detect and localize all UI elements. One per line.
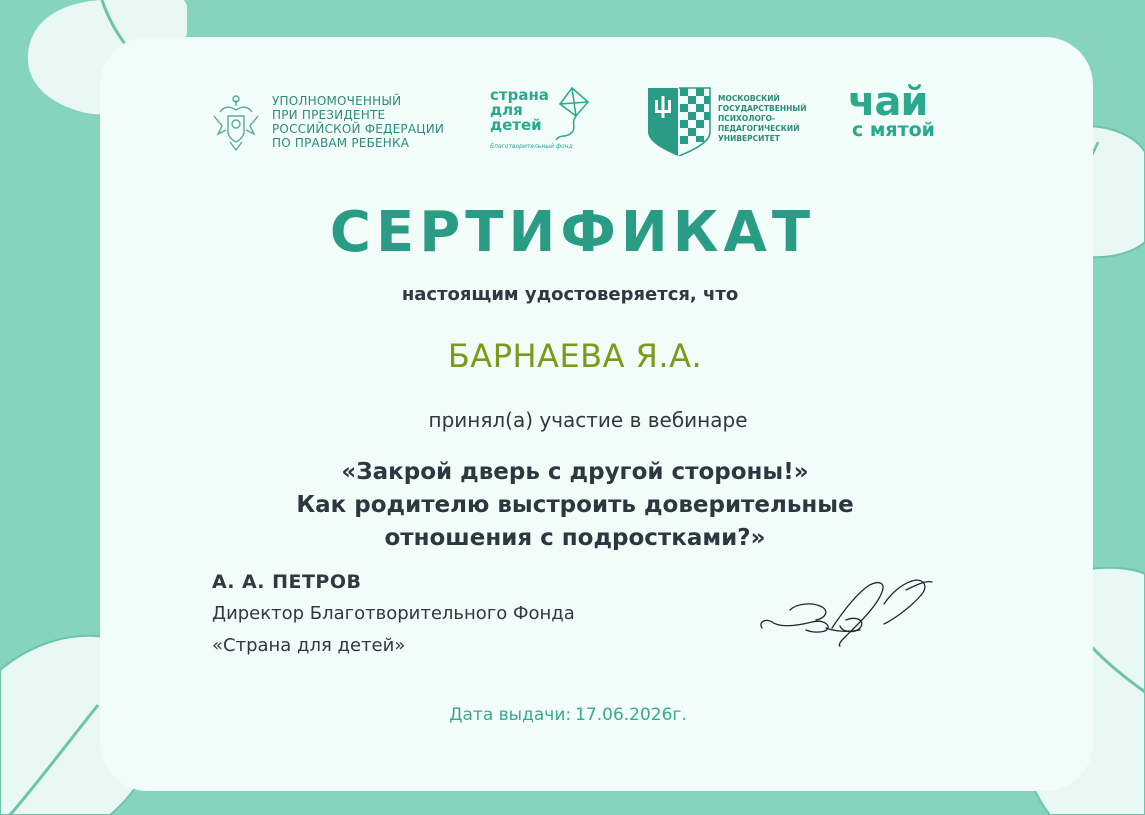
mgppu-line: ПЕДАГОГИЧЕСКИЙ [718, 124, 800, 133]
certifies-text: настоящим удостоверяется, что [401, 284, 739, 305]
certificate-title: СЕРТИФИКАТ [329, 200, 816, 265]
signer-position: Директор Благотворительного Фонда [212, 603, 575, 624]
strana-line: для [490, 101, 523, 119]
ombudsman-logo-text [272, 94, 452, 150]
psi-shield-icon [646, 86, 712, 156]
mgppu-logo-text [718, 94, 828, 144]
ombudsman-line: ПРИ ПРЕЗИДЕНТЕ [272, 108, 386, 122]
mgppu-line: УНИВЕРСИТЕТ [718, 134, 780, 143]
strana-subtitle: Благотворительный фонд [490, 143, 573, 150]
kite-icon [552, 86, 592, 142]
strana-logo-text [490, 88, 560, 133]
recipient-name: БАРНАЕВА Я.А. [447, 337, 703, 375]
signature-image [756, 576, 936, 650]
mgppu-line: ГОСУДАРСТВЕННЫЙ [718, 104, 807, 113]
issue-date-label: Дата выдачи: [449, 705, 572, 725]
signer-organization: «Страна для детей» [212, 635, 406, 656]
ombudsman-line: УПОЛНОМОЧЕННЫЙ [272, 94, 402, 108]
strana-line: детей [490, 116, 542, 134]
issue-date-value: 17.06.2026г. [575, 705, 687, 725]
chai-logo-line1: чай [848, 79, 928, 125]
webinar-title-line: отношения с подростками?» [384, 525, 766, 551]
coat-of-arms-icon [210, 94, 262, 152]
chai-logo-line2: с мятой [852, 119, 935, 141]
mgppu-line: МОСКОВСКИЙ [718, 94, 780, 103]
participation-text: принял(а) участие в вебинаре [428, 408, 748, 432]
webinar-title-line: Как родителю выстроить доверительные [296, 492, 854, 518]
strana-line: страна [490, 86, 549, 104]
ombudsman-line: ПО ПРАВАМ РЕБЕНКА [272, 136, 410, 150]
signer-name: А. А. ПЕТРОВ [212, 571, 362, 593]
webinar-title [0, 456, 1145, 555]
ombudsman-line: РОССИЙСКОЙ ФЕДЕРАЦИИ [272, 122, 445, 136]
chai-logo [848, 79, 948, 141]
issue-date [0, 705, 1140, 725]
webinar-title-line: «Закрой дверь с другой стороны!» [341, 459, 809, 485]
mgppu-line: ПСИХОЛОГО- [718, 114, 776, 123]
